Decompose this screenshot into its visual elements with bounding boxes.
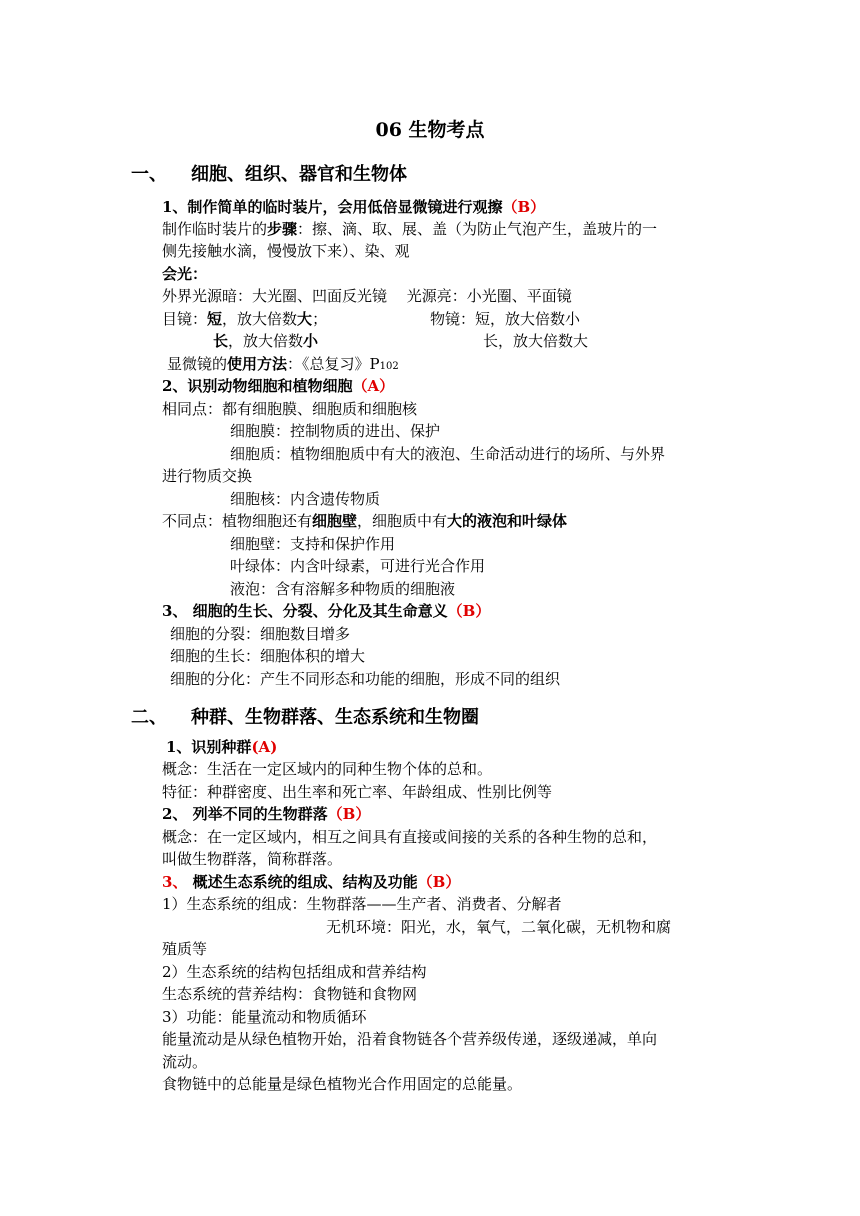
text-line	[162, 218, 657, 240]
bold-span: 小	[303, 332, 319, 350]
text-line	[162, 308, 327, 330]
section-label: 细胞、组织、器官和生物体	[191, 164, 407, 185]
text-span: 显微镜的	[167, 355, 228, 373]
grade-label: （B）	[327, 805, 371, 823]
grade-label: （B）	[447, 602, 491, 620]
text-span: 不同点：植物细胞还有	[162, 512, 313, 530]
text-line: 3）功能：能量流动和物质循环	[162, 1008, 367, 1026]
text-line: 侧先接触水滴，慢慢放下来）、染、观	[162, 242, 410, 260]
point-heading	[162, 196, 545, 218]
text-span: ：《总复习》P	[287, 355, 380, 373]
grade-label: （B）	[502, 198, 546, 216]
bold-span: 大的液泡和叶绿体	[447, 512, 568, 530]
text-span: ；	[312, 310, 328, 328]
section-label: 种群、生物群落、生态系统和生物圈	[191, 707, 479, 728]
text-span: ：擦、滴、取、展、盖（为防止气泡产生，盖玻片的一	[297, 220, 658, 238]
text-span: ，细胞质中有	[357, 512, 448, 530]
text-line: 细胞核：内含遗传物质	[230, 490, 381, 508]
text-line: 流动。	[162, 1053, 208, 1071]
text-line: 进行物质交换	[162, 467, 253, 485]
text-span: ，放大倍数	[222, 310, 298, 328]
subscript: 102	[379, 361, 399, 372]
bold-span: 使用方法	[227, 355, 288, 373]
text-span: 目镜：	[162, 310, 208, 328]
text-line: 长，放大倍数大	[483, 332, 589, 350]
text-line: 细胞的分裂：细胞数目增多	[170, 625, 351, 643]
point-heading-text: 2、 列举不同的生物群落	[162, 805, 328, 823]
bold-span: 细胞壁	[312, 512, 358, 530]
bold-span: 短	[207, 310, 223, 328]
text-line	[213, 330, 318, 352]
text-line: 细胞的生长：细胞体积的增大	[170, 647, 366, 665]
point-heading-text: 概述生态系统的组成、结构及功能	[187, 873, 418, 891]
section-number: 二、	[131, 707, 167, 728]
point-heading-text: 3、 细胞的生长、分裂、分化及其生命意义	[162, 602, 448, 620]
bold-span: 步骤	[267, 220, 298, 238]
text-line: 叶绿体：内含叶绿素，可进行光合作用	[230, 557, 486, 575]
text-line: 殖质等	[162, 940, 208, 958]
text-line: 液泡：含有溶解多种物质的细胞液	[230, 580, 456, 598]
point-heading	[162, 375, 394, 397]
text-line: 叫做生物群落，简称群落。	[162, 850, 343, 868]
point-heading	[162, 803, 370, 825]
text-line	[162, 510, 567, 532]
text-line: 食物链中的总能量是绿色植物光合作用固定的总能量。	[162, 1075, 523, 1093]
text-line: 物镜：短，放大倍数小	[430, 310, 581, 328]
point-number: 3、	[162, 873, 188, 891]
section-heading	[131, 160, 407, 186]
text-line: 细胞的分化：产生不同形态和功能的细胞，形成不同的组织	[170, 670, 561, 688]
section-number: 一、	[131, 164, 167, 185]
text-span: 制作临时装片的	[162, 220, 268, 238]
point-heading	[166, 736, 277, 758]
text-line: 2）生态系统的结构包括组成和营养结构	[162, 963, 427, 981]
text-span: ，放大倍数	[228, 332, 304, 350]
page-title: 06 生物考点	[375, 119, 485, 141]
text-line: 相同点：都有细胞膜、细胞质和细胞核	[162, 400, 418, 418]
grade-label: （B）	[417, 873, 461, 891]
point-heading-text: 1、识别种群	[166, 738, 252, 756]
section-heading	[131, 703, 479, 729]
bold-span: 长	[213, 332, 229, 350]
text-line: 细胞膜：控制物质的进出、保护	[230, 422, 441, 440]
point-heading-text: 2、识别动物细胞和植物细胞	[162, 377, 353, 395]
text-line: 细胞质：植物细胞质中有大的液泡、生命活动进行的场所、与外界	[230, 445, 666, 463]
grade-label: (A)	[251, 738, 278, 756]
point-heading-text: 1、制作简单的临时装片，会用低倍显微镜进行观擦	[162, 198, 503, 216]
point-heading	[162, 600, 490, 622]
text-line: 1）生态系统的组成：生物群落——生产者、消费者、分解者	[162, 895, 562, 913]
bold-span: 大	[297, 310, 313, 328]
grade-label: （A）	[352, 377, 395, 395]
text-line: 会光：	[162, 265, 208, 283]
text-line: 能量流动是从绿色植物开始，沿着食物链各个营养级传递，逐级递减，单向	[162, 1030, 658, 1048]
text-line: 概念：生活在一定区域内的同种生物个体的总和。	[162, 760, 493, 778]
text-line: 细胞壁：支持和保护作用	[230, 535, 396, 553]
text-line: 生态系统的营养结构：食物链和食物网	[162, 985, 418, 1003]
point-heading	[162, 871, 460, 893]
text-line: 外界光源暗：大光圈、凹面反光镜 光源亮：小光圈、平面镜	[162, 287, 572, 305]
text-line: 特征：种群密度、出生率和死亡率、年龄组成、性别比例等	[162, 783, 553, 801]
text-line: 无机环境：阳光，水，氧气，二氧化碳，无机物和腐	[326, 918, 672, 936]
text-line: 概念：在一定区域内，相互之间具有直接或间接的关系的各种生物的总和，	[162, 828, 658, 846]
